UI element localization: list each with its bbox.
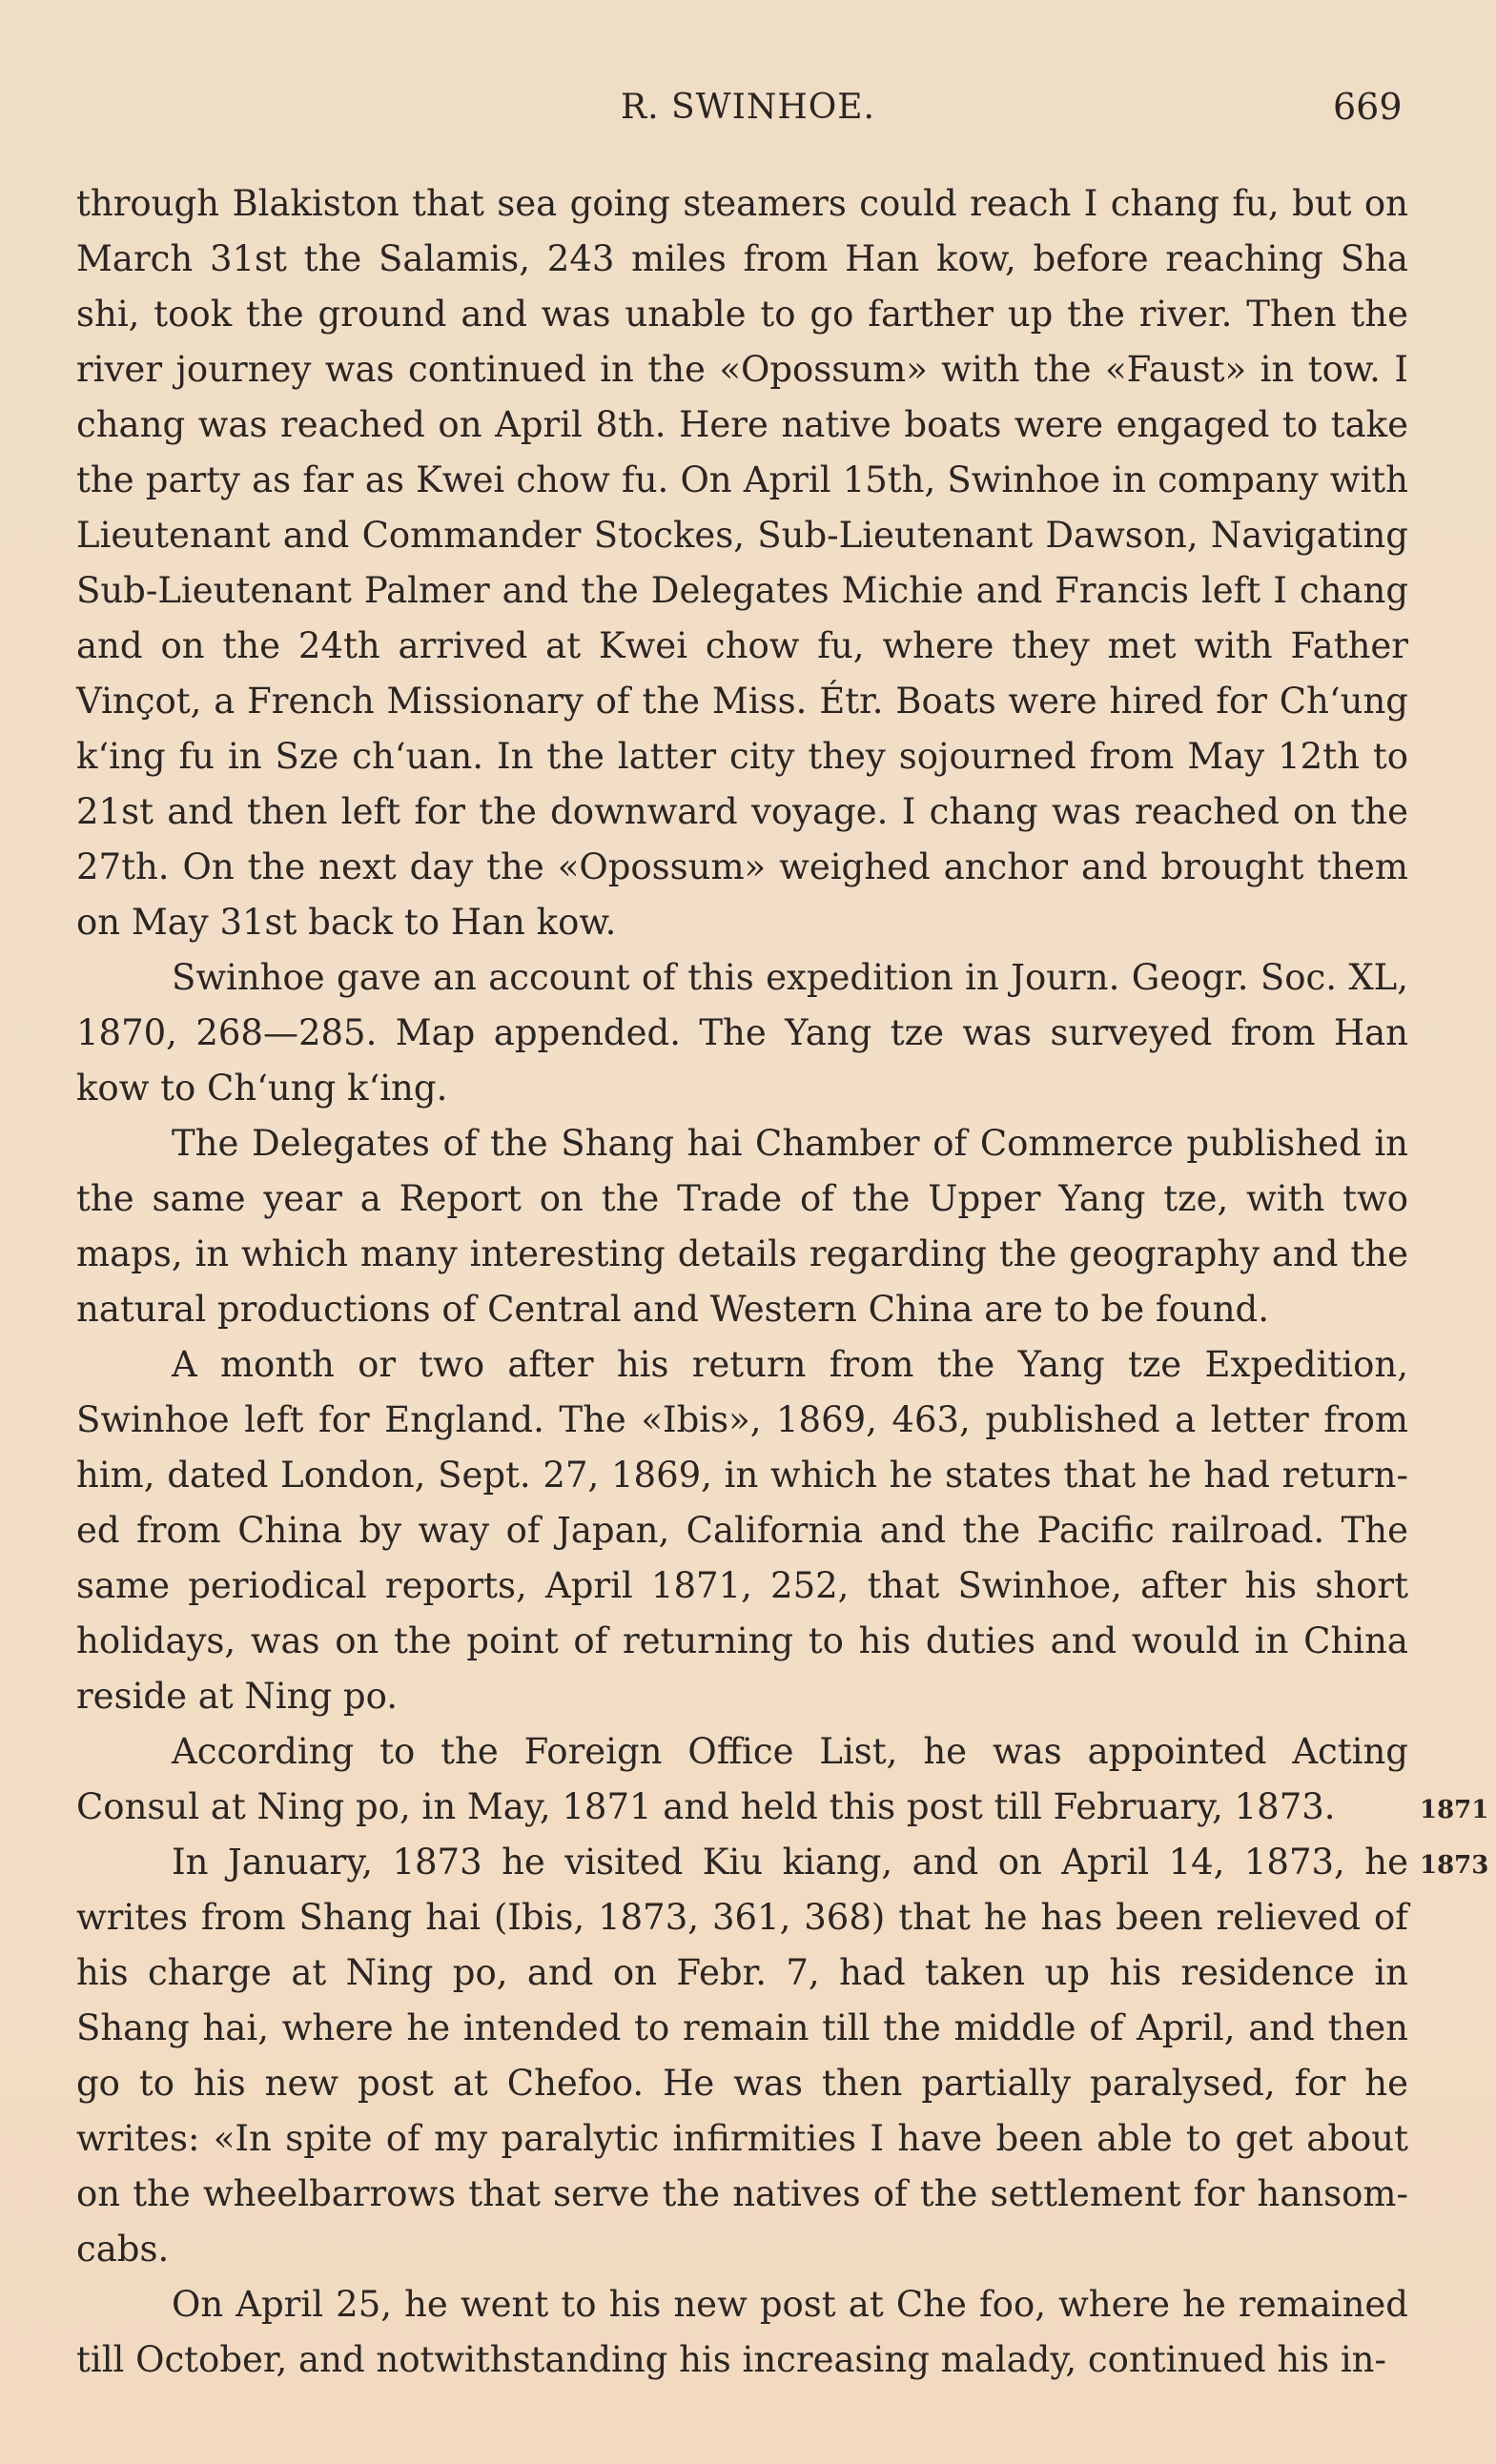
paragraph: According to the Foreign Office List, he was appointed Acting Consul at Ning po, in May, 1871 and held this post till February, 1873. — [76, 1731, 1408, 1827]
paragraph: Swinhoe gave an account of this expedition in Journ. Geogr. Soc. XL, 1870, 268—285. Map appended. The Yang tze was surveyed from Han kow to Chʻung kʻing. — [76, 957, 1408, 1109]
margin-year-note: 1873 — [1420, 1851, 1489, 1880]
paragraph: In January, 1873 he visited Kiu kiang, and on April 14, 1873, he writes from Shang hai (Ibis, 1873, 361, 368) that he has been relieved of his charge at Ning po, and on Febr. 7, had taken up his residence in Shang hai, where he intended to remain till the middle of April, and then go to his new post at Chefoo. He was then partially paralysed, for he writes: «In spite of my paralytic infirmities I have been able to get about on the wheelbarrows that serve the natives of the settlement for hansom-cabs. — [76, 1842, 1408, 2270]
paragraph: A month or two after his return from the Yang tze Expedition, Swinhoe left for England. The «Ibis», 1869, 463, published a letter from him, dated London, Sept. 27, 1869, in which he states that he had returned from China by way of Japan, California and the Pacific railroad. The same periodical reports, April 1871, 252, that Swinhoe, after his short holidays, was on the point of returning to his duties and would in China reside at Ning po. — [76, 1344, 1408, 1717]
body-text — [76, 176, 1408, 2388]
paragraph: through Blakiston that sea going steamers could reach I chang fu, but on March 31st the Salamis, 243 miles from Han kow, before reaching Sha shi, took the ground and was unable to go farther up the river. Then the river journey was continued in the «Opossum» with the «Faust» in tow. I chang was reached on April 8th. Here native boats were engaged to take the party as far as Kwei chow fu. On April 15th, Swinhoe in company with Lieutenant and Commander Stockes, Sub-Lieutenant Dawson, Navigating Sub-Lieutenant Palmer and the Delegates Michie and Francis left I chang and on the 24th arrived at Kwei chow fu, where they met with Father Vinçot, a French Missionary of the Miss. Étr. Boats were hired for Chʻung kʻing fu in Sze chʻuan. In the latter city they sojourned from May 12th to 21st and then left for the downward voyage. I chang was reached on the 27th. On the next day the «Opossum» weighed anchor and brought them on May 31st back to Han kow. — [76, 183, 1408, 943]
paragraph: The Delegates of the Shang hai Chamber of Commerce published in the same year a Report on the Trade of the Upper Yang tze, with two maps, in which many interesting details regarding the geography and the natural productions of Central and Western China are to be found. — [76, 1123, 1408, 1330]
running-title: R. SWINHOE. — [620, 88, 875, 127]
paragraph: On April 25, he went to his new post at Che foo, where he remained till October, and notwithstanding his increasing malady, continued his in- — [76, 2284, 1408, 2380]
margin-year-note: 1871 — [1420, 1796, 1489, 1824]
page-number: 669 — [1333, 86, 1403, 128]
